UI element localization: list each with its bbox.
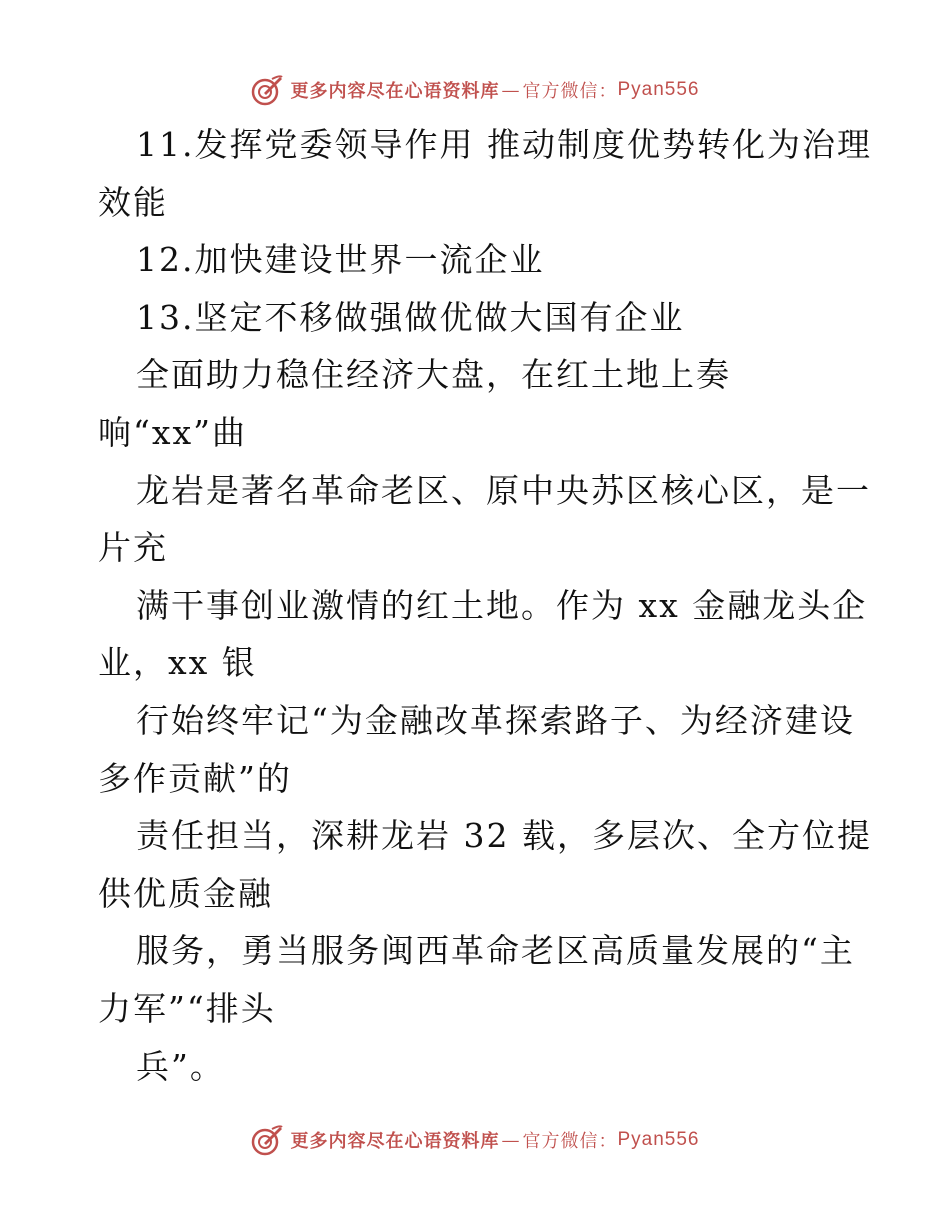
- text-line: 响“xx”曲: [98, 412, 247, 452]
- text-line: 效能: [98, 182, 168, 222]
- document-body: [98, 116, 872, 1095]
- header-banner: [0, 70, 950, 110]
- text-line: 龙岩是著名革命老区、原中央苏区核心区，是一: [136, 470, 871, 510]
- text-line: 兵”。: [136, 1046, 225, 1086]
- text-line: 服务，勇当服务闽西革命老区高质量发展的“主: [136, 931, 855, 971]
- footer-separator: —: [501, 1129, 521, 1151]
- text-line: 业，xx 银: [98, 643, 257, 683]
- header-separator: —: [501, 79, 521, 101]
- text-line: 12.加快建设世界一流企业: [136, 240, 545, 280]
- text-line: 供优质金融: [98, 873, 273, 913]
- quill-pen-logo-icon: [250, 73, 284, 107]
- header-wechat-label: 官方微信：: [522, 81, 618, 102]
- text-line: 满干事创业激情的红土地。作为 xx 金融龙头企: [136, 585, 868, 625]
- footer-wechat-id: Pyan556: [617, 1129, 700, 1150]
- text-line: 全面助力稳住经济大盘，在红土地上奏: [136, 355, 731, 395]
- text-line: 行始终牢记“为金融改革探索路子、为经济建设: [136, 700, 855, 740]
- text-line: 11.发挥党委领导作用 推动制度优势转化为治理: [136, 125, 872, 164]
- text-line: 多作贡献”的: [98, 758, 292, 798]
- text-line: 13.坚定不移做强做优做大国有企业: [136, 297, 685, 337]
- text-line: 力军”“排头: [98, 988, 276, 1028]
- footer-brand-text: 更多内容尽在心语资料库: [290, 1131, 500, 1152]
- text-line: 片充: [98, 528, 168, 568]
- header-wechat-id: Pyan556: [617, 79, 700, 100]
- quill-pen-logo-icon: [250, 1123, 284, 1157]
- footer-wechat-label: 官方微信：: [522, 1131, 618, 1152]
- text-line: 责任担当，深耕龙岩 32 载，多层次、全方位提: [136, 816, 872, 856]
- footer-banner: [0, 1120, 950, 1160]
- header-brand-text: 更多内容尽在心语资料库: [290, 81, 500, 102]
